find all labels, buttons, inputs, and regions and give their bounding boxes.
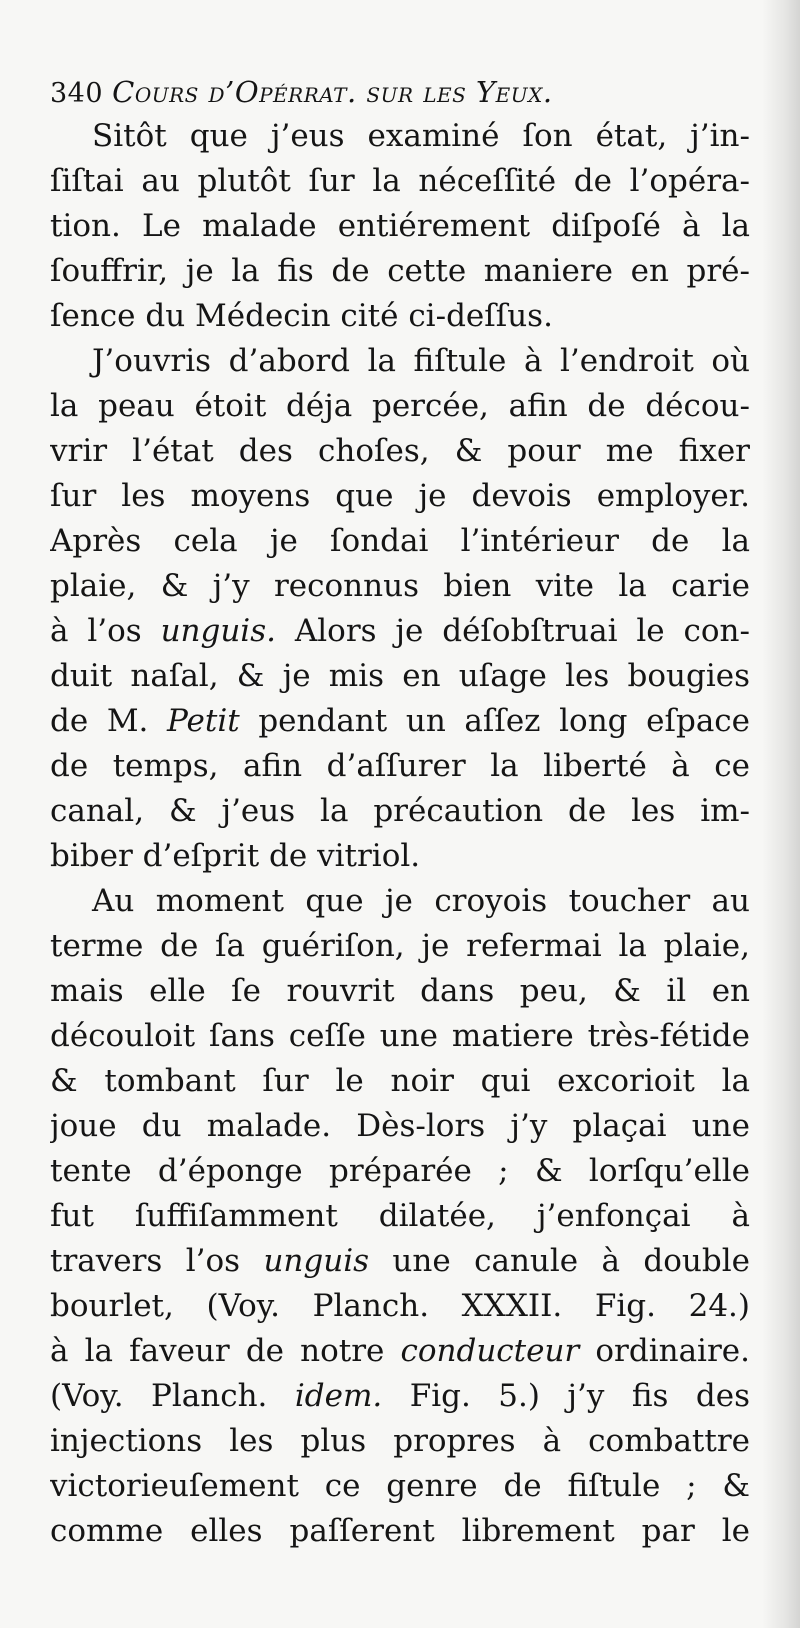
text-line: vrir l’état des choſes, & pour me fixer: [50, 433, 750, 469]
text-segment: de M.: [50, 703, 168, 739]
page-text: [50, 72, 750, 1554]
text-line: ſence du Médecin cité ci-deſſus.: [50, 298, 553, 334]
text-segment: une canule à double: [369, 1243, 750, 1279]
text-segment: (Voy. Planch.: [50, 1378, 295, 1414]
text-line: ſur les moyens que je devois employer.: [50, 478, 750, 514]
text-line: duit naſal, & je mis en uſage les bougies: [50, 658, 750, 694]
italic-term: conducteur: [400, 1333, 580, 1369]
text-line: ſiſtai au plutôt ſur la néceſſité de l’opéra-: [50, 163, 750, 199]
text-line: tente d’éponge préparée ; & lorſqu’elle: [50, 1153, 750, 1189]
text-segment: Alors je déſobſtruai le con-: [275, 613, 750, 649]
text-line: ſouffrir, je la fis de cette maniere en pré-: [50, 253, 750, 289]
body-text: [50, 114, 750, 1554]
running-header: [50, 72, 750, 114]
text-line: mais elle ſe rouvrit dans peu, & il en: [50, 973, 750, 1009]
text-segment: à l’os: [50, 613, 161, 649]
text-line: Sitôt que j’eus examiné ſon état, j’in-: [92, 118, 750, 154]
italic-term: Petit: [167, 703, 240, 739]
text-line: de temps, afin d’aſſurer la liberté à ce: [50, 748, 750, 784]
text-line: biber d’eſprit de vitriol.: [50, 838, 421, 874]
text-line: terme de ſa guériſon, je refermai la plaie,: [50, 928, 750, 964]
text-line: tion. Le malade entiérement diſpoſé à la: [50, 208, 750, 244]
text-line: bourlet, (Voy. Planch. XXXII. Fig. 24.): [50, 1288, 750, 1324]
italic-term: unguis.: [160, 613, 276, 649]
text-segment: pendant un aſſez long eſpace: [239, 703, 750, 739]
text-line: [50, 1374, 750, 1419]
page-number: 340: [50, 78, 104, 109]
running-title: Cours d’Opérrat. sur les Yeux.: [112, 75, 553, 109]
text-line: joue du malade. Dès-lors j’y plaçai une: [50, 1108, 750, 1144]
text-line: & tombant ſur le noir qui excorioit la: [50, 1063, 750, 1099]
text-line: canal, & j’eus la précaution de les im-: [50, 793, 750, 829]
text-segment: travers l’os: [50, 1243, 264, 1279]
text-line: J’ouvris d’abord la fiſtule à l’endroit où: [92, 343, 750, 379]
text-line: comme elles paſſerent librement par le: [50, 1513, 750, 1549]
text-line: la peau étoit déja percée, afin de décou-: [50, 388, 750, 424]
italic-term: unguis: [263, 1243, 370, 1279]
text-line: fut ſuffiſamment dilatée, j’enfonçai à: [50, 1198, 750, 1234]
italic-term: idem.: [294, 1378, 383, 1414]
text-line: Au moment que je croyois toucher au: [92, 883, 750, 919]
text-segment: ordinaire.: [579, 1333, 750, 1369]
text-line: [50, 1239, 750, 1284]
text-segment: Fig. 5.) j’y fis des: [382, 1378, 750, 1414]
text-line: [50, 1329, 750, 1374]
text-line: plaie, & j’y reconnus bien vite la carie: [50, 568, 750, 604]
text-segment: à la faveur de notre: [50, 1333, 401, 1369]
text-line: [50, 699, 750, 744]
scan-edge-shadow: [762, 0, 800, 1628]
text-line: victorieuſement ce genre de fiſtule ; &: [50, 1468, 750, 1504]
text-line: découloit ſans ceſſe une matiere très-fétide: [50, 1018, 750, 1054]
text-line: [50, 609, 750, 654]
text-line: Après cela je ſondai l’intérieur de la: [50, 523, 750, 559]
text-line: injections les plus propres à combattre: [50, 1423, 750, 1459]
